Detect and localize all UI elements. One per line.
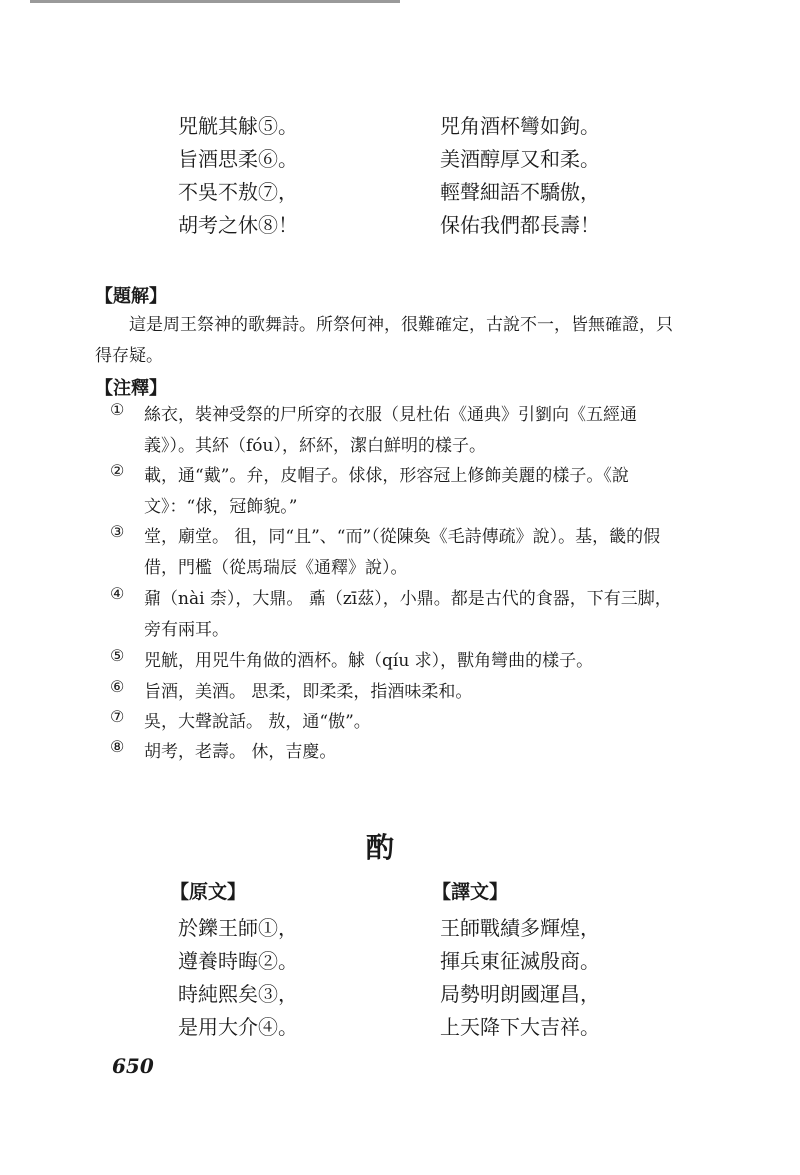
note-number: ③ (110, 522, 125, 541)
original-line: 遵養時晦②。 (178, 949, 298, 973)
note-text: 胡考，老壽。 休，吉慶。 (144, 742, 337, 762)
translation-line: 輕聲細語不驕傲， (440, 180, 600, 204)
translation-line: 上天降下大吉祥。 (440, 1015, 600, 1039)
translation-line: 美酒醇厚又和柔。 (440, 147, 600, 171)
note-text: 兕觥，用兕牛角做的酒杯。觩（qíu 求），獸角彎曲的樣子。 (144, 651, 594, 671)
translation-line: 局勢明朗國運昌， (440, 982, 600, 1006)
original-line: 胡考之休⑧！ (178, 213, 298, 237)
page-number: 650 (112, 1054, 154, 1078)
note-text: 絲衣，裝神受祭的尸所穿的衣服（見杜佑《通典》引劉向《五經通義》）。其紑（fóu），紑紑，潔白鮮明的樣子。 (144, 405, 637, 456)
translation-heading: 【譯文】 (432, 881, 509, 903)
explanation-text: 這是周王祭神的歌舞詩。所祭何神，很難確定，古說不一，皆無確證，只得存疑。 (95, 315, 673, 366)
original-heading: 【原文】 (170, 881, 247, 903)
note-number: ⑦ (110, 707, 125, 726)
note-number: ⑤ (110, 646, 125, 665)
translation-line: 兕角酒杯彎如鉤。 (440, 114, 600, 138)
original-line: 於鑠王師①， (178, 916, 298, 940)
note-number: ② (110, 461, 125, 480)
translation-line: 保佑我們都長壽！ (440, 213, 600, 237)
note-number: ① (110, 400, 125, 419)
original-line: 是用大介④。 (178, 1015, 298, 1039)
note-text: 鼐（nài 柰），大鼎。 鼒（zī茲），小鼎。都是古代的食器，下有三脚，旁有兩耳。 (144, 589, 672, 640)
note-text: 堂，廟堂。 徂，同“且”、“而”（從陳奐《毛詩傳疏》說）。基，畿的假借，門檻（從馬瑞辰《通釋》說）。 (144, 527, 661, 578)
translation-line: 王師戰績多輝煌， (440, 916, 600, 940)
original-line: 旨酒思柔⑥。 (178, 147, 298, 171)
original-line: 不吳不敖⑦， (178, 180, 298, 204)
original-line: 時純熙矣③， (178, 982, 298, 1006)
original-line: 兕觥其觩⑤。 (178, 114, 298, 138)
poem-title: 酌 (365, 831, 394, 864)
explanation-heading: 【題解】 (95, 286, 167, 307)
note-text: 旨酒，美酒。 思柔，即柔柔，指酒味柔和。 (144, 682, 473, 702)
note-text: 吳，大聲說話。 敖，通“傲”。 (144, 712, 371, 732)
notes-heading: 【注釋】 (95, 378, 167, 399)
top-rule (30, 0, 400, 3)
translation-line: 揮兵東征滅殷商。 (440, 949, 600, 973)
note-number: ⑧ (110, 737, 125, 756)
note-text: 載，通“戴”。弁，皮帽子。俅俅，形容冠上修飾美麗的樣子。《說文》：“俅，冠飾貌。” (144, 466, 629, 517)
note-number: ④ (110, 584, 125, 603)
note-number: ⑥ (110, 677, 125, 696)
